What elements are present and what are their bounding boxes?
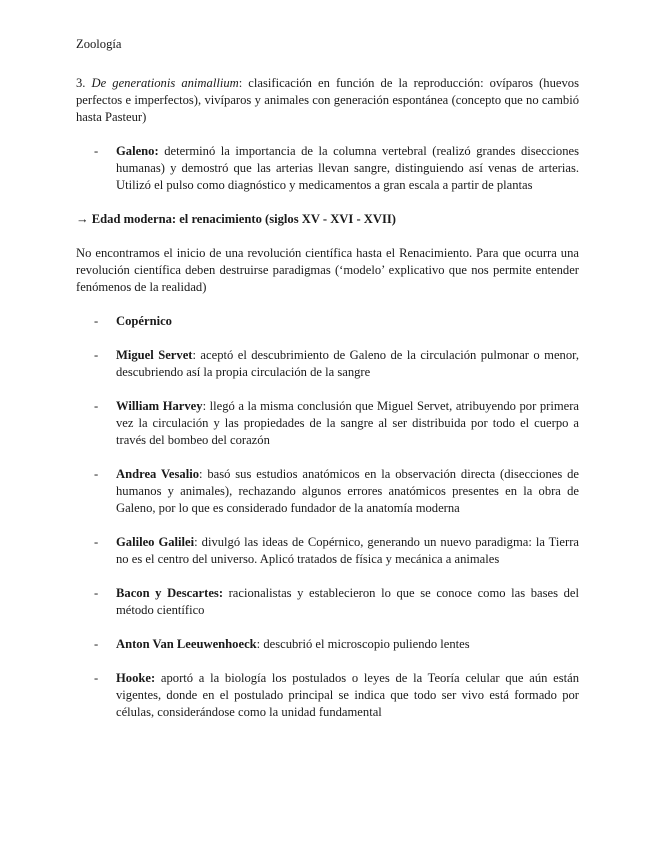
page-header: Zoología — [76, 37, 122, 51]
item-name: Miguel Servet — [116, 348, 193, 362]
list-item — [76, 347, 579, 381]
item-name: Copérnico — [116, 314, 172, 328]
item-name: William Harvey — [116, 399, 203, 413]
body-paragraph: No encontramos el inicio de una revolución científica hasta el Renacimiento. Para que ocurra una revolución científica deben destruirse paradigmas (‘modelo’ explicativo que nos permite entender fenómenos de la realidad) — [76, 246, 579, 294]
list-item-galeno — [76, 143, 579, 194]
intro-title: De generationis animallium — [91, 76, 239, 90]
item-name: Hooke: — [116, 671, 156, 685]
list-item-text — [116, 670, 579, 721]
list-item — [76, 636, 579, 653]
item-name: Galeno: — [116, 144, 159, 158]
item-description: aportó a la biología los postulados o leyes de la Teoría celular que aún están vigentes, donde en el postulado principal se indica que todo ser vivo está formado por células, considerándose como la unidad fundamental — [116, 671, 579, 719]
list-item-text — [116, 347, 579, 381]
list-dash: - — [94, 314, 99, 328]
item-name: Anton Van Leeuwenhoeck — [116, 637, 257, 651]
intro-number: 3. — [76, 76, 86, 90]
list-item-text — [116, 466, 579, 517]
item-description: determinó la importancia de la columna vertebral (realizó grandes disecciones humanas) y demostró que las arterias llevan sangre, distinguiendo así venas de arterias. Utilizó el pulso como diagnóstico y medicamentos a gran escala a partir de plantas — [116, 144, 579, 192]
list-item — [76, 313, 579, 330]
item-description: racionalistas y establecieron lo que se conoce como las bases del método científico — [116, 586, 579, 617]
intro-text: : clasificación en función de la reproducción: ovíparos (huevos perfectos e imperfectos), vivíparos y animales con generación espontánea (concepto que no cambió hasta Pasteur) — [76, 76, 579, 124]
list-item-text — [116, 143, 579, 194]
list-item — [76, 466, 579, 517]
list-dash: - — [94, 586, 99, 600]
list-item — [76, 670, 579, 721]
item-name: Bacon y Descartes: — [116, 586, 224, 600]
list-item-text — [116, 636, 579, 653]
item-name: Andrea Vesalio — [116, 467, 199, 481]
list-item-text — [116, 585, 579, 619]
list-item-text — [116, 534, 579, 568]
section-heading: → Edad moderna: el renacimiento (siglos XV - XVI - XVII) — [76, 212, 396, 226]
list-dash: - — [94, 671, 99, 685]
list-item — [76, 585, 579, 619]
list-dash: - — [94, 535, 99, 549]
item-description: : descubrió el microscopio puliendo lentes — [256, 637, 470, 651]
list-dash: - — [94, 144, 99, 158]
item-description: : llegó a la misma conclusión que Miguel Servet, atribuyendo por primera vez la circulación y las propiedades de la sangre al ser distribuida por todo el cuerpo a través del bombeo del corazón — [116, 399, 579, 447]
item-description: : divulgó las ideas de Copérnico, generando un nuevo paradigma: la Tierra no es el centro del universo. Aplicó tratados de física y mecánica a animales — [116, 535, 579, 566]
list-dash: - — [94, 637, 99, 651]
list-dash: - — [94, 348, 99, 362]
item-list — [76, 313, 579, 721]
list-dash: - — [94, 399, 99, 413]
item-description: : aceptó el descubrimiento de Galeno de la circulación pulmonar o menor, descubriendo así la propia circulación de la sangre — [116, 348, 579, 379]
list-dash: - — [94, 467, 99, 481]
intro-paragraph — [76, 75, 579, 126]
list-item — [76, 398, 579, 449]
item-description: : basó sus estudios anatómicos en la observación directa (disecciones de humanos y animales), rechazando algunos errores anatómicos presentes en la obra de Galeno, por lo que es considerado fundador de la anatomía moderna — [116, 467, 579, 515]
list-item — [76, 534, 579, 568]
list-item-text — [116, 398, 579, 449]
list-item-text — [116, 313, 579, 330]
item-name: Galileo Galilei — [116, 535, 195, 549]
